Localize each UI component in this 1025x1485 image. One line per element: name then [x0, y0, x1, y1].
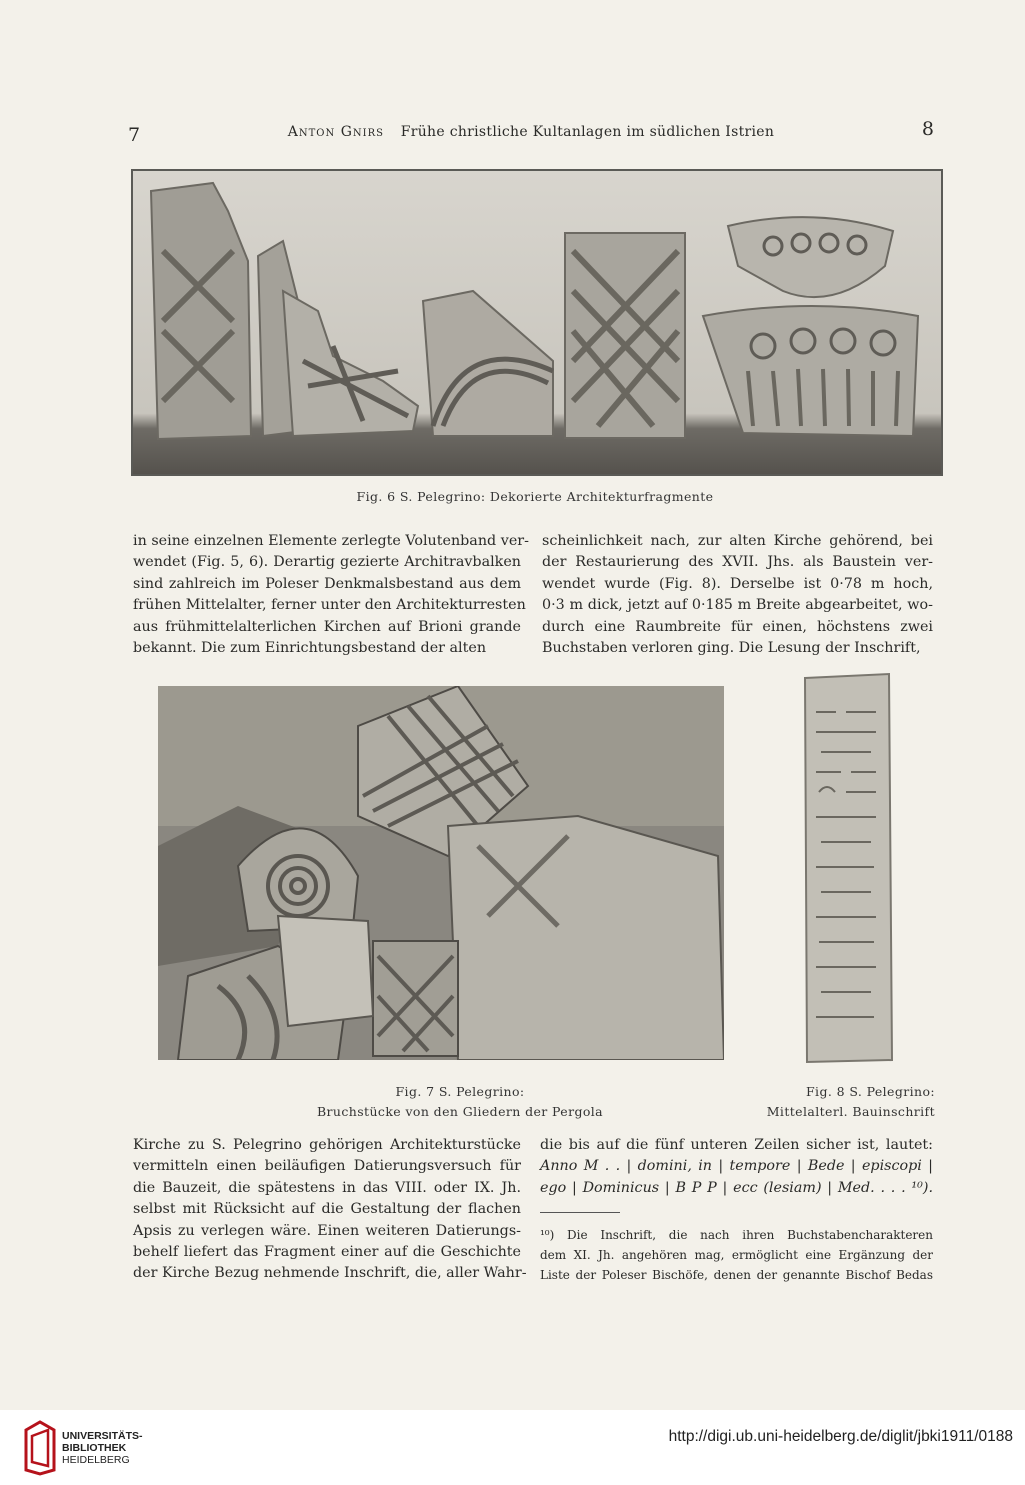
text-line: wendet wurde (Fig. 8). Derselbe ist 0·78 m hoch, — [542, 575, 933, 592]
figure-7-photo — [158, 686, 724, 1060]
running-header — [128, 118, 934, 148]
inscription-reading-line: Anno M . . | domini, in | tempore | Bede | episcopi | — [540, 1158, 933, 1175]
text-column-4 — [540, 1135, 933, 1285]
pergola-fragments-image — [158, 686, 724, 1060]
right-page-number: 8 — [921, 118, 934, 140]
architectural-fragments-image — [133, 171, 941, 474]
figure-8-caption — [760, 1082, 935, 1122]
text-line: Buchstaben verloren ging. Die Lesung der Inschrift, — [542, 640, 921, 657]
text-line: Apsis zu verlegen wäre. Einen weiteren Datierungs- — [133, 1222, 521, 1239]
caption-line: Fig. 7 S. Pelegrino: — [395, 1084, 525, 1099]
footnote-divider — [540, 1212, 620, 1213]
text-line: bekannt. Die zum Einrichtungsbestand der alten — [133, 640, 487, 657]
footnote-line: dem XI. Jh. angehören mag, ermöglicht eine Ergänzung der — [540, 1248, 933, 1263]
figure-6-photo — [131, 169, 943, 476]
text-line: behelf liefert das Fragment einer auf die Geschichte — [133, 1244, 521, 1261]
text-line: wendet (Fig. 5, 6). Derartig gezierte Architravbalken — [133, 554, 521, 571]
footnote-line: Liste der Poleser Bischöfe, denen der genannte Bischof Bedas — [540, 1268, 933, 1283]
figure-8-photo — [801, 672, 894, 1064]
text-line: durch eine Raumbreite für einen, höchstens zwei — [542, 618, 933, 635]
text-column-1 — [133, 531, 529, 659]
caption-line: Bruchstücke von den Gliedern der Pergola — [316, 1104, 604, 1119]
article-title: Frühe christliche Kultanlagen im südlichen Istrien — [400, 124, 775, 140]
text-line: der Restaurierung des XVII. Jhs. als Baustein ver- — [542, 554, 933, 571]
running-title — [128, 124, 934, 140]
inscription-stone-image — [801, 672, 894, 1064]
inscription-reading-line: ego | Dominicus | B P P | ecc (lesiam) | Med. . . . ¹⁰). — [540, 1179, 933, 1196]
text-line: sind zahlreich im Poleser Denkmalsbestand aus dem — [133, 575, 521, 592]
digital-copy-url[interactable]: http://digi.ub.uni-heidelberg.de/diglit/jbki1911/0188 — [668, 1428, 1013, 1445]
caption-line: Mittelalterl. Bauinschrift — [766, 1104, 935, 1119]
text-line: Kirche zu S. Pelegrino gehörigen Architekturstücke — [133, 1137, 521, 1153]
text-line: frühen Mittelalter, ferner unter den Architekturresten — [133, 597, 526, 614]
text-line: selbst mit Rücksicht auf die Gestaltung der flachen — [133, 1201, 521, 1218]
left-page-number: 7 — [128, 124, 141, 146]
caption-line: Fig. 8 S. Pelegrino: — [805, 1084, 935, 1099]
text-line: die bis auf die fünf unteren Zeilen sicher ist, lautet: — [540, 1137, 933, 1153]
library-footer — [0, 1410, 1025, 1485]
text-line: in seine einzelnen Elemente zerlegte Volutenband ver- — [133, 533, 529, 549]
text-line: der Kirche Bezug nehmende Inschrift, die, aller Wahr- — [133, 1265, 527, 1282]
library-name: UNIVERSITÄTS- BIBLIOTHEK HEIDELBERG — [62, 1430, 143, 1466]
figure-7-caption — [300, 1082, 620, 1122]
figure-6-caption: Fig. 6 S. Pelegrino: Dekorierte Architekturfragmente — [356, 489, 714, 504]
text-column-2 — [542, 531, 933, 659]
text-line: aus frühmittelalterlichen Kirchen auf Brioni grande — [133, 618, 521, 635]
author-name: Anton Gnirs — [287, 124, 384, 140]
text-line: die Bauzeit, die spätestens in das VIII. oder IX. Jh. — [133, 1179, 521, 1196]
university-library-logo-icon — [22, 1420, 58, 1476]
footnote-line: ¹⁰) Die Inschrift, die nach ihren Buchstabencharakteren — [540, 1228, 933, 1243]
text-line: 0·3 m dick, jetzt auf 0·185 m Breite abgearbeitet, wo- — [542, 597, 933, 614]
text-line: scheinlichkeit nach, zur alten Kirche gehörend, bei — [542, 533, 933, 549]
text-line: vermitteln einen beiläufigen Datierungsversuch für — [133, 1158, 521, 1175]
text-column-3 — [133, 1135, 527, 1285]
